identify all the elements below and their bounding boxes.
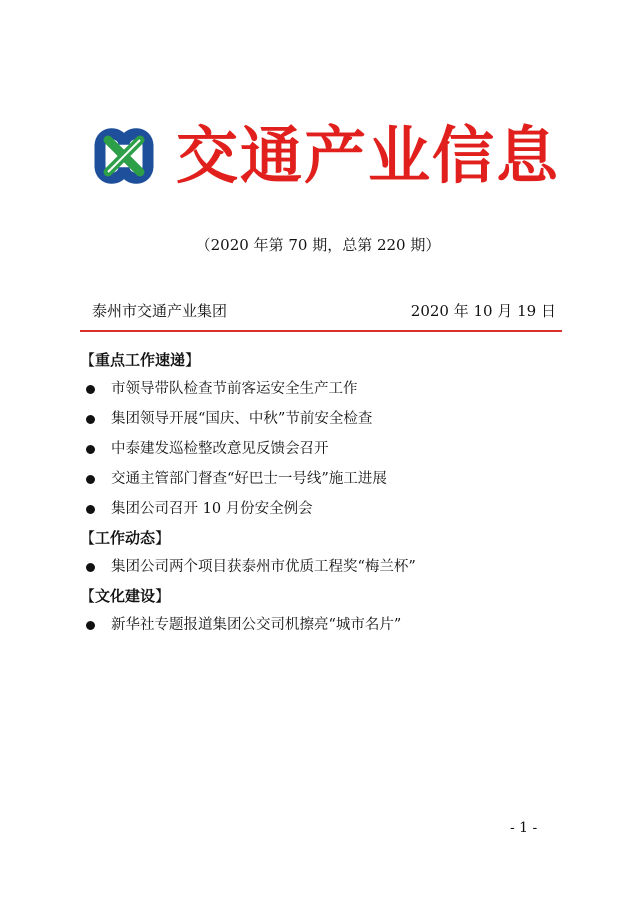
masthead-title: 交通产业信息 <box>176 119 561 192</box>
interlocking-knot-logo-icon <box>86 118 162 194</box>
section-items <box>80 610 580 640</box>
bullet-icon <box>86 621 95 630</box>
issue-line: （2020 年第 70 期，总第 220 期） <box>195 236 441 254</box>
list-item: 集团公司召开 10 月份安全例会 <box>80 494 580 524</box>
publisher-name: 泰州市交通产业集团 <box>92 302 228 320</box>
section-heading: 【文化建设】 <box>80 587 171 605</box>
bullet-icon <box>86 563 95 572</box>
bullet-icon <box>86 505 95 514</box>
bullet-icon <box>86 415 95 424</box>
list-item: 集团公司两个项目获泰州市优质工程奖“梅兰杯” <box>80 552 580 582</box>
contents <box>80 346 580 640</box>
list-item: 集团领导开展“国庆、中秋”节前安全检查 <box>80 404 580 434</box>
list-item: 新华社专题报道集团公交司机擦亮“城市名片” <box>80 610 580 640</box>
section-heading: 【重点工作速递】 <box>80 351 201 369</box>
bullet-icon <box>86 445 95 454</box>
section-items <box>80 552 580 582</box>
publisher-row <box>92 300 556 321</box>
section-heading: 【工作动态】 <box>80 529 171 547</box>
list-item: 市领导带队检查节前客运安全生产工作 <box>80 374 580 404</box>
section-items <box>80 374 580 524</box>
header-divider <box>80 330 562 332</box>
publish-date: 2020 年 10 月 19 日 <box>410 302 556 320</box>
masthead <box>86 118 560 194</box>
list-item: 交通主管部门督查“好巴士一号线”施工进展 <box>80 464 580 494</box>
bullet-icon <box>86 385 95 394</box>
page-number: - 1 - <box>510 820 538 836</box>
bullet-icon <box>86 475 95 484</box>
list-item: 中泰建发巡检整改意见反馈会召开 <box>80 434 580 464</box>
